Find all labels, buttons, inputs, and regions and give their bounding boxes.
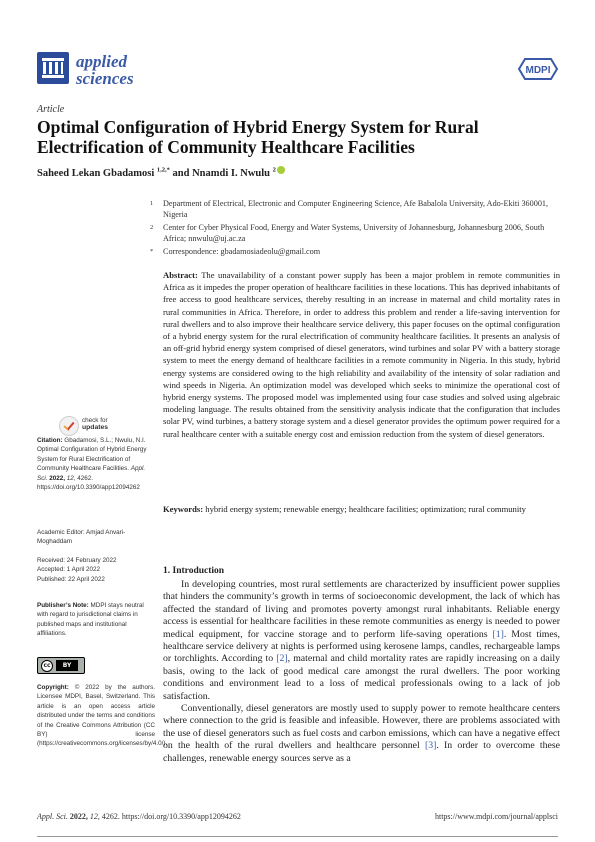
citation-block — [37, 436, 155, 492]
affiliation-number: * — [150, 248, 154, 255]
page-title: Optimal Configuration of Hybrid Energy System for Rural Electrification of Community Healthcare Facilities — [37, 117, 479, 157]
citation-link[interactable]: [3] — [424, 740, 437, 752]
footer-journal-url[interactable]: https://www.mdpi.com/journal/applsci — [434, 812, 558, 821]
author-affiliation-marker: 2 — [272, 166, 276, 174]
affiliation-text: Department of Electrical, Electronic and Computer Engineering Science, Afe Babalola University, Ado-Ekiti 360001, Nigeria — [163, 199, 549, 219]
journal-name-line1: applied — [76, 52, 127, 71]
affiliation-item — [150, 222, 563, 244]
text-span: , maternal and child mortality rates are rapidly increasing on a daily basis, owing to the lack of good medical care amongst the rural dwellers. The poor working conditions and environment lead to a loss of medical professionals owing to a lack of job satisfaction. — [163, 653, 560, 702]
citation-link[interactable]: [2] — [276, 653, 288, 665]
published-date: Published: 22 April 2022 — [37, 575, 105, 583]
check-line2: updates — [82, 424, 109, 431]
affiliation-text: Center for Cyber Physical Food, Energy and Water Systems, University of Johannesburg, Johannesburg 2006, South Africa; nnwulu@uj.ac.za — [163, 223, 545, 243]
footer-citation — [37, 812, 241, 821]
abstract — [163, 269, 560, 440]
article-type: Article — [37, 104, 65, 115]
copyright-text: © 2022 by the authors. Licensee MDPI, Basel, Switzerland. This article is an open access article distributed under the terms and conditions of the Creative Commons Attribution (CC BY) license (https://creativecommons.org/licenses/by/4.0/). — [37, 684, 168, 748]
text-span: Conventionally, diesel generators are mostly used to supply power to remote healthcare centers where connection to the grid is feasible and infeasible. However, there are problems associated with the use of diesel generators such as fuel costs and carbon emissions, which can have a negative effect on the health of the rural dwellers and healthcare personnel — [163, 703, 560, 752]
citation-volume: 12, — [66, 474, 76, 482]
text-span: . In order to overcome these challenges, renewable energy sources serve as a — [163, 740, 560, 764]
publisher-note-text: MDPI stays neutral with regard to jurisdictional claims in published maps and institutional affiliations. — [37, 602, 144, 638]
academic-editor: Academic Editor: Amjad Anvari-Moghaddam — [37, 529, 126, 546]
orcid-icon[interactable] — [277, 166, 285, 174]
author-connector: and — [172, 168, 190, 179]
citation-text: Gbadamosi, S.L.; Nwulu, N.I. Optimal Configuration of Hybrid Energy System for Rural Electrification of Community Healthcare Facilities. — [37, 437, 147, 473]
keywords — [163, 503, 560, 515]
mdpi-logo[interactable] — [518, 58, 558, 84]
check-for-updates-icon — [59, 416, 79, 436]
author-name[interactable]: Saheed Lekan Gbadamosi — [37, 168, 155, 179]
author-list — [37, 166, 285, 179]
abstract-label: Abstract: — [163, 270, 198, 280]
abstract-text: The unavailability of a constant power supply has been a major problem in remote communities in Africa as it impedes the proper operation of healthcare facilities in these locations. This has deprived inhabitants of free access to good healthcare services, thereby resulting in an increase in maternal and child mortality rates in rural communities in Africa. Therefore, in order to address this problem and render a life-saving intervention for rural dwellers and to also improve their healthcare service delivery, this paper focuses on the optimal configuration of a hybrid energy system for the rural electrification of community healthcare facilities. It presents an analysis of an off-grid hybrid energy system comprised of diesel generators, wind turbines and solar PV with a battery storage system to meet the energy demand of healthcare facilities in a remote community in Nigeria. In this study, hybrid energy systems are considered owing to the high reliability and availability of the intensity of solar radiation and wind speeds in Nigeria. An optimization model was developed which seeks to minimize the operational cost of hybrid energy systems. The proposed model was implemented using four case studies and solved using algebraic modeling language. The results obtained from the sensitivity analysis indicate that the configuration that includes solar PV, wind turbines, a battery storage system and a diesel generator provides the optimum power required for a rural healthcare center with a suitable energy cost and emission reduction from the system of diesel generators. — [163, 270, 560, 439]
citation-link[interactable]: [1] — [492, 628, 504, 640]
citation-journal: Appl. Sci. — [37, 465, 146, 482]
affiliation-text: Correspondence: gbadamosiadeolu@gmail.com — [163, 247, 321, 256]
paragraph — [163, 579, 560, 703]
citation-label: Citation: — [37, 437, 63, 444]
affiliation-number: 1 — [150, 200, 154, 207]
cc-license-badge[interactable] — [37, 657, 85, 674]
journal-name[interactable] — [76, 53, 134, 87]
footer-doi-link[interactable]: 4262. https://doi.org/10.3390/app12094262 — [101, 812, 241, 821]
paragraph — [163, 703, 560, 765]
copyright-block — [37, 683, 168, 749]
mdpi-logo-icon — [518, 58, 558, 80]
affiliation-item — [150, 198, 563, 220]
introduction-body — [163, 579, 560, 765]
check-line1: check for — [82, 417, 108, 424]
affiliation-number: 2 — [150, 224, 154, 231]
text-span: In developing countries, most rural settlements are characterized by insufficient power supplies that hinders the community’s growth in terms of socioeconomic development, the lack of which has affected the standard of living and promotes poverty amongst rural inhabitants. Reliable energy access is essential for healthcare facilities in these remote communities as energy is needed to power medical equipment, for vaccine storage and to perform life-saving operations — [163, 579, 560, 640]
mdpi-logo-text: MDPI — [525, 65, 551, 76]
footer-volume: 12, — [89, 812, 100, 821]
keywords-text: hybrid energy system; renewable energy; healthcare facilities; optimization; rural community — [205, 504, 526, 514]
citation-year: 2022, — [49, 474, 66, 482]
accepted-date: Accepted: 1 April 2022 — [37, 566, 101, 574]
author-affiliation-marker: 1,2,* — [156, 166, 170, 174]
check-for-updates-label — [82, 417, 108, 431]
section-heading: 1. Introduction — [163, 566, 225, 576]
copyright-label: Copyright: — [37, 684, 69, 691]
footer-journal: Appl. Sci. — [37, 812, 68, 821]
text-span: . Most times, healthcare service delivery at nights is performed using kerosene lamps, candles, rechargeable lamps or torchlights. According to — [163, 628, 560, 665]
footer-divider — [37, 836, 558, 837]
footer-year: 2022, — [69, 812, 88, 821]
cc-icon: cc — [41, 660, 53, 672]
dates-block — [37, 556, 155, 584]
keywords-label: Keywords: — [163, 504, 204, 514]
received-date: Received: 24 February 2022 — [37, 557, 117, 564]
publisher-note-label: Publisher’s Note: — [37, 602, 89, 609]
publisher-note — [37, 601, 155, 639]
check-for-updates-button[interactable] — [37, 410, 155, 436]
journal-name-line2: sciences — [76, 69, 134, 88]
affiliation-item — [150, 246, 563, 257]
citation-doi[interactable]: 4262. https://doi.org/10.3390/app12094262 — [37, 474, 140, 492]
by-icon: BY — [56, 660, 78, 671]
author-name[interactable]: Nnamdi I. Nwulu — [192, 168, 270, 179]
journal-logo-icon — [37, 52, 69, 84]
